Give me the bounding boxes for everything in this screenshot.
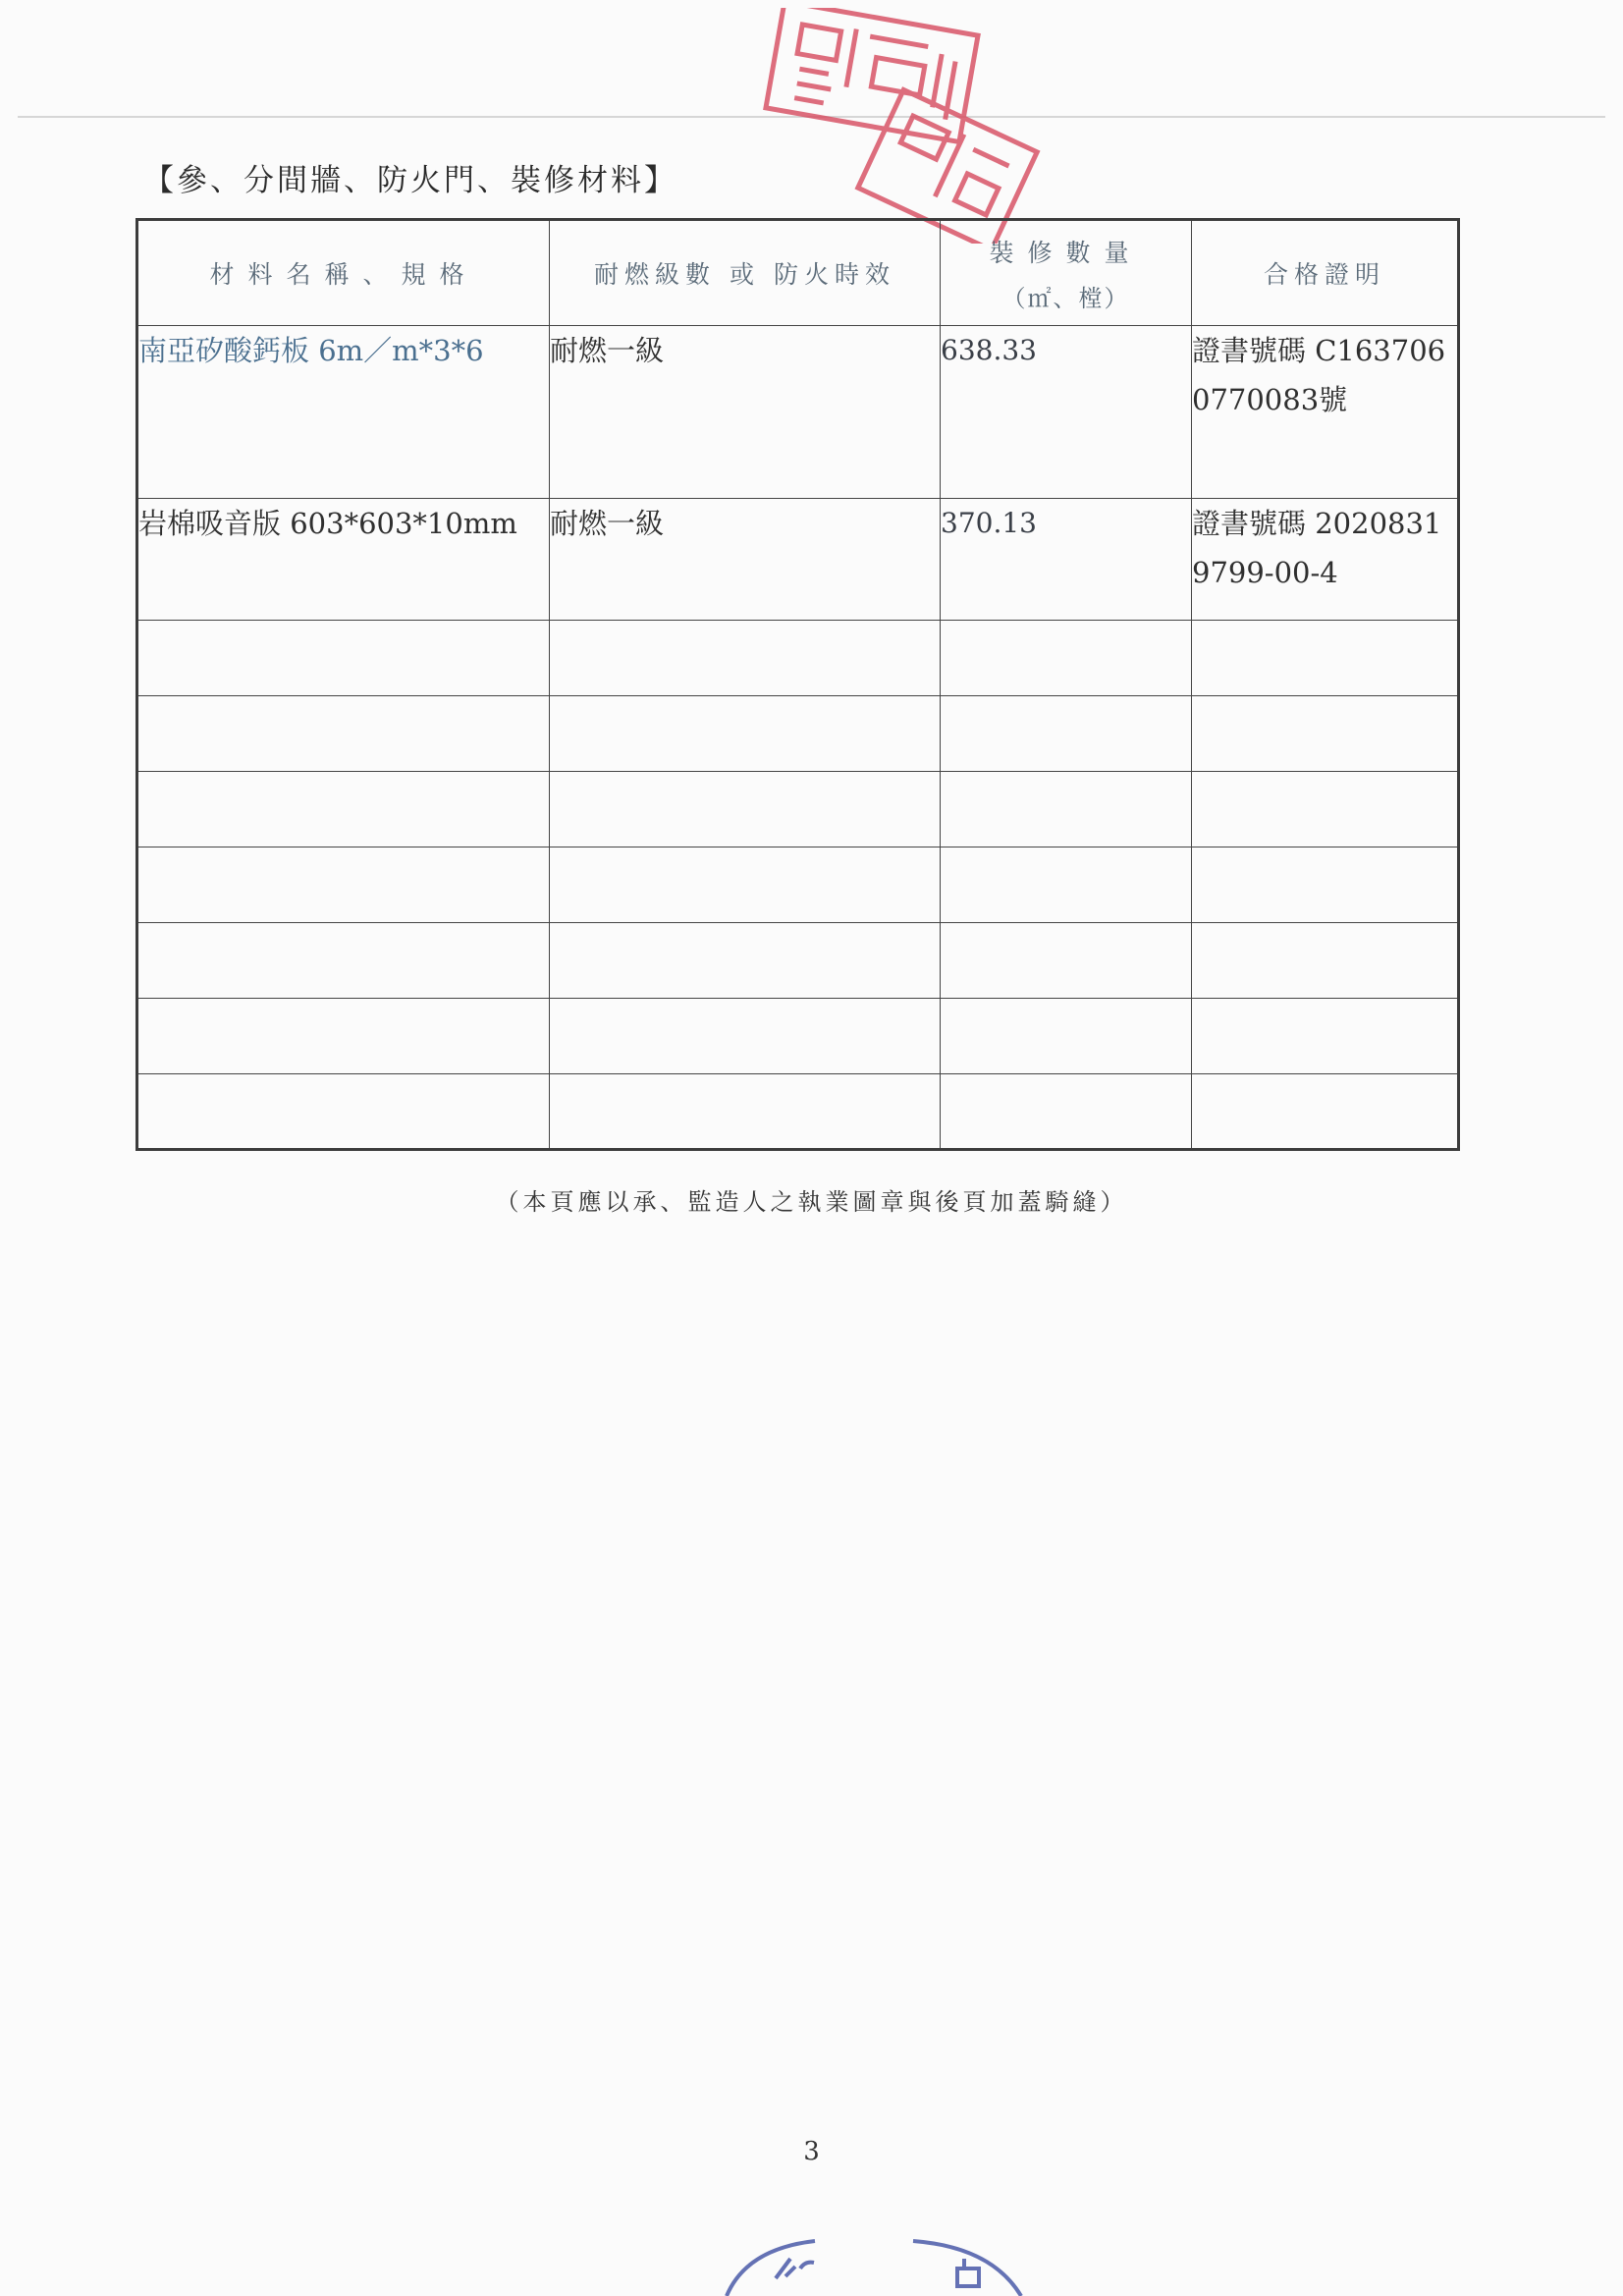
empty-cell	[1192, 772, 1459, 847]
blue-seal-stamp	[707, 2229, 1041, 2296]
empty-table-row	[137, 923, 1459, 999]
fire-grade-cell: 耐燃一級	[550, 499, 941, 621]
empty-cell	[550, 1074, 941, 1150]
empty-cell	[941, 621, 1192, 696]
empty-cell	[941, 772, 1192, 847]
empty-cell	[550, 999, 941, 1074]
empty-cell	[137, 621, 550, 696]
empty-cell	[137, 923, 550, 999]
empty-cell	[137, 999, 550, 1074]
empty-cell	[941, 1074, 1192, 1150]
material-name-cell: 岩棉吸音版 603*603*10mm	[137, 499, 550, 621]
quantity-cell: 370.13	[941, 499, 1192, 621]
empty-cell	[941, 923, 1192, 999]
footnote: （本頁應以承、監造人之執業圖章與後頁加蓋騎縫）	[495, 1188, 1128, 1216]
table-row	[137, 499, 1459, 621]
empty-cell	[550, 772, 941, 847]
red-seal-stamp	[756, 8, 1051, 244]
empty-cell	[137, 847, 550, 923]
empty-cell	[550, 696, 941, 772]
empty-cell	[1192, 999, 1459, 1074]
empty-cell	[550, 621, 941, 696]
header-fire-grade: 耐燃級數 或 防火時效	[550, 220, 941, 326]
table-header-row	[137, 220, 1459, 326]
empty-cell	[1192, 923, 1459, 999]
certificate-cell: 證書號碼 20208319799-00-4	[1192, 499, 1459, 621]
empty-cell	[1192, 1074, 1459, 1150]
materials-table	[135, 218, 1460, 1151]
empty-cell	[137, 696, 550, 772]
empty-cell	[137, 772, 550, 847]
empty-cell	[941, 847, 1192, 923]
table-row	[137, 326, 1459, 499]
empty-cell	[550, 847, 941, 923]
header-material-name: 材料名稱、規格	[137, 220, 550, 326]
header-quantity: 裝修數量 （㎡、樘）	[941, 220, 1192, 326]
section-title: 【參、分間牆、防火門、裝修材料】	[143, 163, 677, 198]
material-name-cell: 南亞矽酸鈣板 6m／m*3*6	[137, 326, 550, 499]
empty-cell	[137, 1074, 550, 1150]
empty-cell	[1192, 847, 1459, 923]
empty-cell	[1192, 621, 1459, 696]
empty-cell	[550, 923, 941, 999]
empty-cell	[941, 696, 1192, 772]
empty-table-row	[137, 999, 1459, 1074]
empty-table-row	[137, 621, 1459, 696]
empty-table-row	[137, 1074, 1459, 1150]
header-certificate: 合格證明	[1192, 220, 1459, 326]
fire-grade-cell: 耐燃一級	[550, 326, 941, 499]
empty-table-row	[137, 772, 1459, 847]
empty-table-row	[137, 847, 1459, 923]
empty-table-row	[137, 696, 1459, 772]
empty-cell	[1192, 696, 1459, 772]
page-number: 3	[803, 2137, 820, 2166]
certificate-cell: 證書號碼 C1637060770083號	[1192, 326, 1459, 499]
quantity-cell: 638.33	[941, 326, 1192, 499]
empty-cell	[941, 999, 1192, 1074]
